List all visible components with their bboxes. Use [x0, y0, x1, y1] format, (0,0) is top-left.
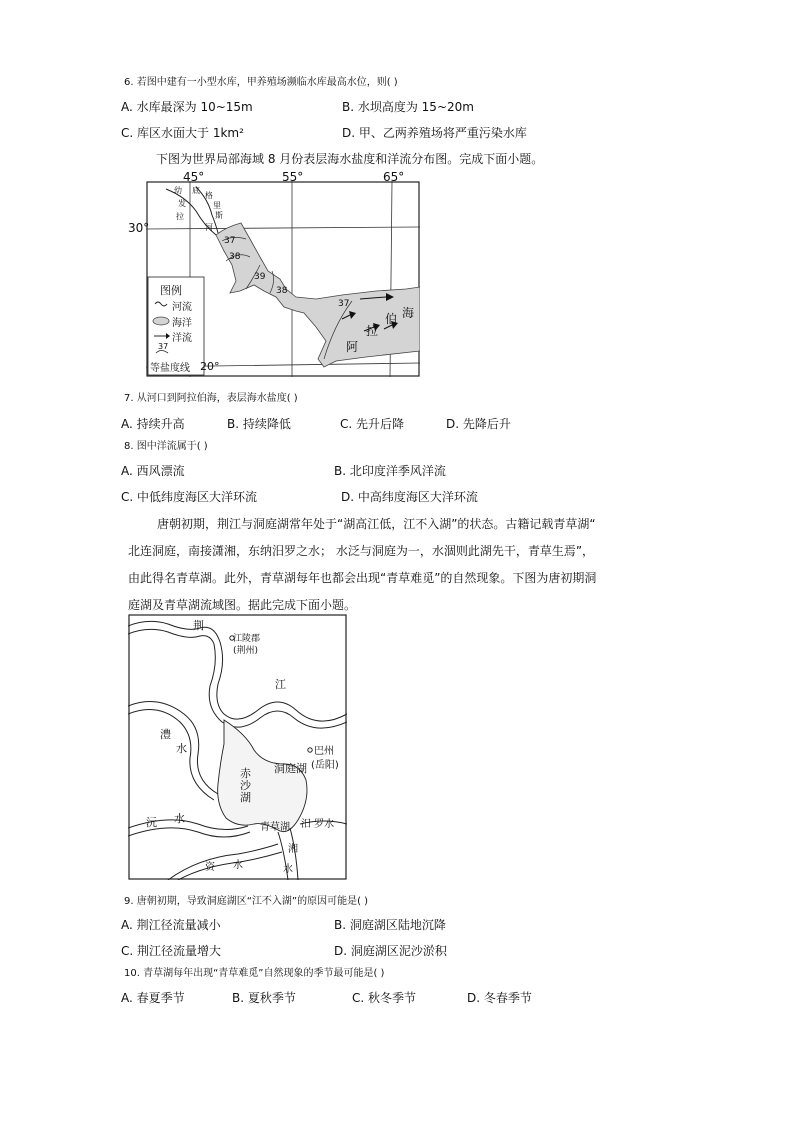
map2-label: 湖 — [240, 791, 251, 804]
river-char: 发 — [178, 199, 186, 208]
q7-option-d: D. 先降后升 — [446, 417, 511, 431]
map2-label: 江 — [275, 678, 286, 691]
q9-stem: 9. 唐朝初期，导致洞庭湖区“江不入湖”的原因可能是( ) — [124, 896, 369, 907]
isoline-label: 39 — [254, 272, 266, 282]
map2-label: 水 — [283, 864, 293, 875]
intro2-line-2: 北连洞庭，南接潇湘，东纳汨罗之水； 水泛与洞庭为一，水涸则此湖先干，青草生焉”， — [128, 544, 595, 558]
map2-label: (岳阳) — [311, 760, 339, 771]
map2-label: 巴州 — [314, 746, 334, 757]
q10-option-b: B. 夏秋季节 — [232, 991, 296, 1005]
q7-stem: 7. 从河口到阿拉伯海，表层海水盐度( ) — [124, 393, 298, 404]
lat-label-20: 20° — [200, 360, 220, 373]
lon-label-65: 65° — [383, 170, 405, 184]
q6-option-a: A. 水库最深为 10~15m — [121, 100, 253, 114]
lon-label-45: 45° — [183, 170, 205, 184]
intro-paragraph-1: 下图为世界局部海域 8 月份表层海水盐度和洋流分布图。完成下面小题。 — [156, 152, 544, 166]
map2-label: 沅 — [146, 816, 157, 829]
map2-label: 沙 — [240, 779, 251, 792]
river-char: 河 — [205, 223, 213, 232]
q9-option-a: A. 荆江径流量减小 — [121, 918, 221, 932]
legend-ocean: 海洋 — [172, 318, 192, 329]
q6-stem: 6. 若图中建有一小型水库，甲养殖场濒临水库最高水位，则( ) — [124, 77, 398, 88]
map2-label: (荆州) — [233, 646, 259, 656]
map2-label: 水 — [233, 860, 243, 871]
map2-label: 澧 — [160, 728, 171, 741]
q7-option-b: B. 持续降低 — [227, 417, 291, 431]
q10-option-a: A. 春夏季节 — [121, 991, 185, 1005]
river-char: 斯 — [215, 211, 223, 220]
sea-label-char: 拉 — [366, 324, 379, 338]
river-char: 格 — [205, 191, 213, 200]
river-char: 里 — [213, 201, 221, 210]
river-char: 底 — [192, 186, 200, 195]
map2-label: 青草湖 — [260, 822, 290, 833]
river-char: 幼 — [174, 186, 182, 195]
q7-option-c: C. 先升后降 — [340, 417, 405, 431]
lat-label-30: 30° — [128, 221, 150, 235]
sea-label-char: 海 — [402, 306, 415, 320]
q9-option-b: B. 洞庭湖区陆地沉降 — [334, 918, 446, 932]
sea-label-char: 阿 — [346, 340, 359, 354]
map2-label: 水 — [174, 812, 185, 825]
map2-label: 湘 — [288, 844, 298, 855]
q6-option-d: D. 甲、乙两养殖场将严重污染水库 — [342, 126, 527, 140]
map2-label: 水 — [176, 742, 187, 755]
legend-river: 河流 — [172, 302, 192, 313]
sea-label-char: 伯 — [385, 312, 398, 326]
map2-label: 赤 — [240, 767, 251, 780]
q8-option-c: C. 中低纬度海区大洋环流 — [121, 490, 258, 504]
q8-option-a: A. 西风漂流 — [121, 464, 185, 478]
q8-stem: 8. 图中洋流属于( ) — [124, 441, 208, 452]
q7-option-a: A. 持续升高 — [121, 417, 185, 431]
q6-option-c: C. 库区水面大于 1km² — [121, 126, 244, 140]
isoline-label: 37 — [338, 299, 350, 309]
isoline-label: 38 — [276, 286, 288, 296]
map2-label: 资 — [205, 862, 215, 873]
map2-label: 江陵郡 — [233, 634, 261, 644]
map2-label: 荆 — [193, 619, 204, 632]
q10-option-c: C. 秋冬季节 — [352, 991, 417, 1005]
map2-label: 汨 罗水 — [301, 819, 335, 830]
q8-option-b: B. 北印度洋季风洋流 — [334, 464, 446, 478]
isoline-label: 38 — [229, 252, 241, 262]
salinity-current-map — [146, 181, 420, 377]
q9-option-d: D. 洞庭湖区泥沙淤积 — [334, 944, 447, 958]
q6-option-b: B. 水坝高度为 15~20m — [342, 100, 474, 114]
map2-label: 洞庭湖 — [274, 762, 307, 775]
intro2-line-1: 唐朝初期，荆江与洞庭湖常年处于“湖高江低，江不入湖”的状态。古籍记载青草湖“ — [157, 517, 596, 531]
lon-label-55: 55° — [282, 170, 304, 184]
q10-stem: 10. 青草湖每年出现“青草难觅”自然现象的季节最可能是( ) — [124, 968, 385, 979]
q8-option-d: D. 中高纬度海区大洋环流 — [341, 490, 478, 504]
isoline-label: 37 — [224, 236, 236, 246]
q9-option-c: C. 荆江径流量增大 — [121, 944, 222, 958]
legend-isoline: 等盐度线 — [150, 363, 190, 374]
intro2-line-4: 庭湖及青草湖流域图。据此完成下面小题。 — [128, 598, 357, 612]
legend-current: 洋流 — [172, 333, 192, 344]
legend-title: 图例 — [160, 284, 182, 297]
legend-isoline-value: 37 — [158, 342, 169, 351]
q10-option-d: D. 冬春季节 — [467, 991, 532, 1005]
intro2-line-3: 由此得名青草湖。此外，青草湖每年也都会出现“青草难觅”的自然现象。下图为唐初期洞 — [128, 571, 597, 585]
river-char: 拉 — [176, 212, 184, 221]
